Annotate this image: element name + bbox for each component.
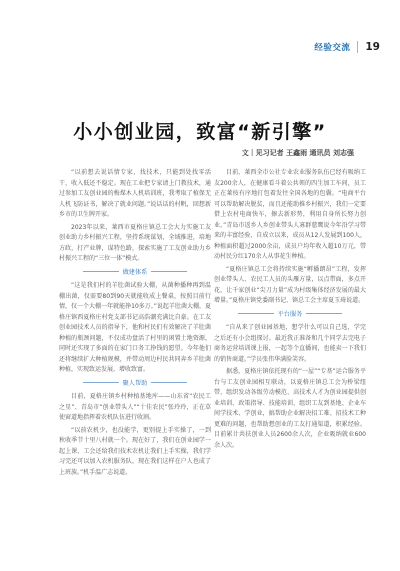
paragraph: “夏格庄镇总工会将持续实施“孵播朗昂”工程，发挥创业带头人、农民工人员的头雁方量，以点带面，多点开花，让千家创业“尖刀力量”成为村级集体经济发展的最大增量。”夏格庄镇党委副书记、镇总工会主席夏玉琦说道。 — [214, 265, 366, 304]
paragraph: “这是我们村的羊肚菌试验大棚，从菌种播种再到温棚出菌，仅需要80到90天就能收成上餐桌，按照目前行情，仅一个大棚一年就能挣10多万。”说起羊肚菌大棚，夏格庄镇西夏格庄村党支部书记高浩潮充满比自豪。在工友创业园技术人员的指导下，他和村民们有效解决了羊肚菌种植的瓶颈问题，不仅成功盘活了村里的闲置土地资源，同时还实现了多面的在家门口务工挣钱的愿望。今年他们还将继续扩大种植规模，并带动周边村民共同奔乡羊肚菌种植，实现致运发展，增收致富。 — [59, 282, 211, 373]
section-subhead — [59, 268, 211, 279]
section-subhead — [214, 310, 366, 321]
left-column — [59, 168, 211, 480]
paragraph: 2023年以来，莱西市夏格庄镇总工会大力实施工友创业助力乡村振兴工程，坚持系统谋划，全域推进，培地方政，打产业牌，谋特色路，探索实施了工友创业助力乡村振兴工程的“三位一体”模式。 — [59, 223, 211, 262]
subhead-text: 做建体系 — [122, 268, 148, 276]
section-label: 经验交流 — [314, 43, 351, 53]
right-column — [214, 168, 366, 453]
paragraph: “以前农机少，也没能学，更别提上手实操了，一到秋收季节十里八村就一个。现在好了，我们在创业园学一起上课，工会还给我们技术农机让我们上手实操，我们学习完还可以加入农机服务队，现在我们这样在户人也成了上班族。”机手温广志说道。 — [59, 426, 211, 476]
page-number: 19 — [365, 41, 380, 53]
subhead-text: 平台服务 — [277, 310, 303, 318]
subhead-text: 聚人帮助 — [122, 379, 148, 387]
paragraph: 目前，夏格庄镇乡村种植基地库——山东省“农民工之星”、青岛市“创业带头人”“十佳农民”张玲玲，正在草使窗道地指挥着农机队伍进行收割。 — [59, 393, 211, 421]
paragraph: 目前，莱西全市公社专业农业服务队伍已经有吸纳工友200余人，在健康看斗着公共领的四生加工车间，员工正在莱按有序地打包着发往全国各地的包囊。“电商平台可以帮助解决脱贫，而且还能助推乡村振兴，我们一定要借上农村电商快车，擦去新形势，利用自身所长努力创业。”青岛市返乡人乡创业带头人寡群慈鹰说今年沿学习带来的丰富经验，自成立以来，成员从12人发展到100人，种植面积超过2000余亩，成员户均年收入超10万元，带动村民分红170余人从事花生种植。 — [214, 169, 366, 260]
page-header — [314, 38, 380, 56]
article-title: 小小创业园，致富“新引擎” — [73, 121, 327, 143]
header-divider — [357, 41, 358, 53]
paragraph: “自从来了创业园基地，想学什么可以自己选，学完之后还有小会组探讨。最近我正准备和几个同学去完电子商务运营培训课上报，一起等个直播间，也能卖一下我们的销售商道。”学员张伟华满脸笑容。 — [214, 324, 366, 363]
article-byline: 文｜见习记者 王鑫雨 通讯员 刘志强 — [241, 149, 354, 157]
paragraph: 据悉，夏格庄镇依托现有的“一屋”“专基”运合服务平台与工友创业园相互联动，以夏格庄镇总工会为桥梁纽带，组织发动各级劳动模范、高技术人才为创业园提供创业培训、政策指导、技能培训、组织工友到基地、企业车间学技术、学创业，搞帮助企业解决招工难、招技术工种更难的问题，也帮助想创业的工友打通渠道，积累经验。目前累计共扶创业人员2600余人次，企业吸纳就业600余人次。 — [214, 368, 366, 449]
paragraph: “以前想去说话情专家，找技术，只能到处找零活干，收入低还不稳定。现在工业把专家请上门教技术，通过参加工友创业园的梅煤木人机培训班，我考取了植保无人机飞防证书，解决了就业问题。”说话话的村帆，回想新乡市的卫生牌开家。 — [59, 169, 211, 218]
section-subhead — [59, 379, 211, 390]
